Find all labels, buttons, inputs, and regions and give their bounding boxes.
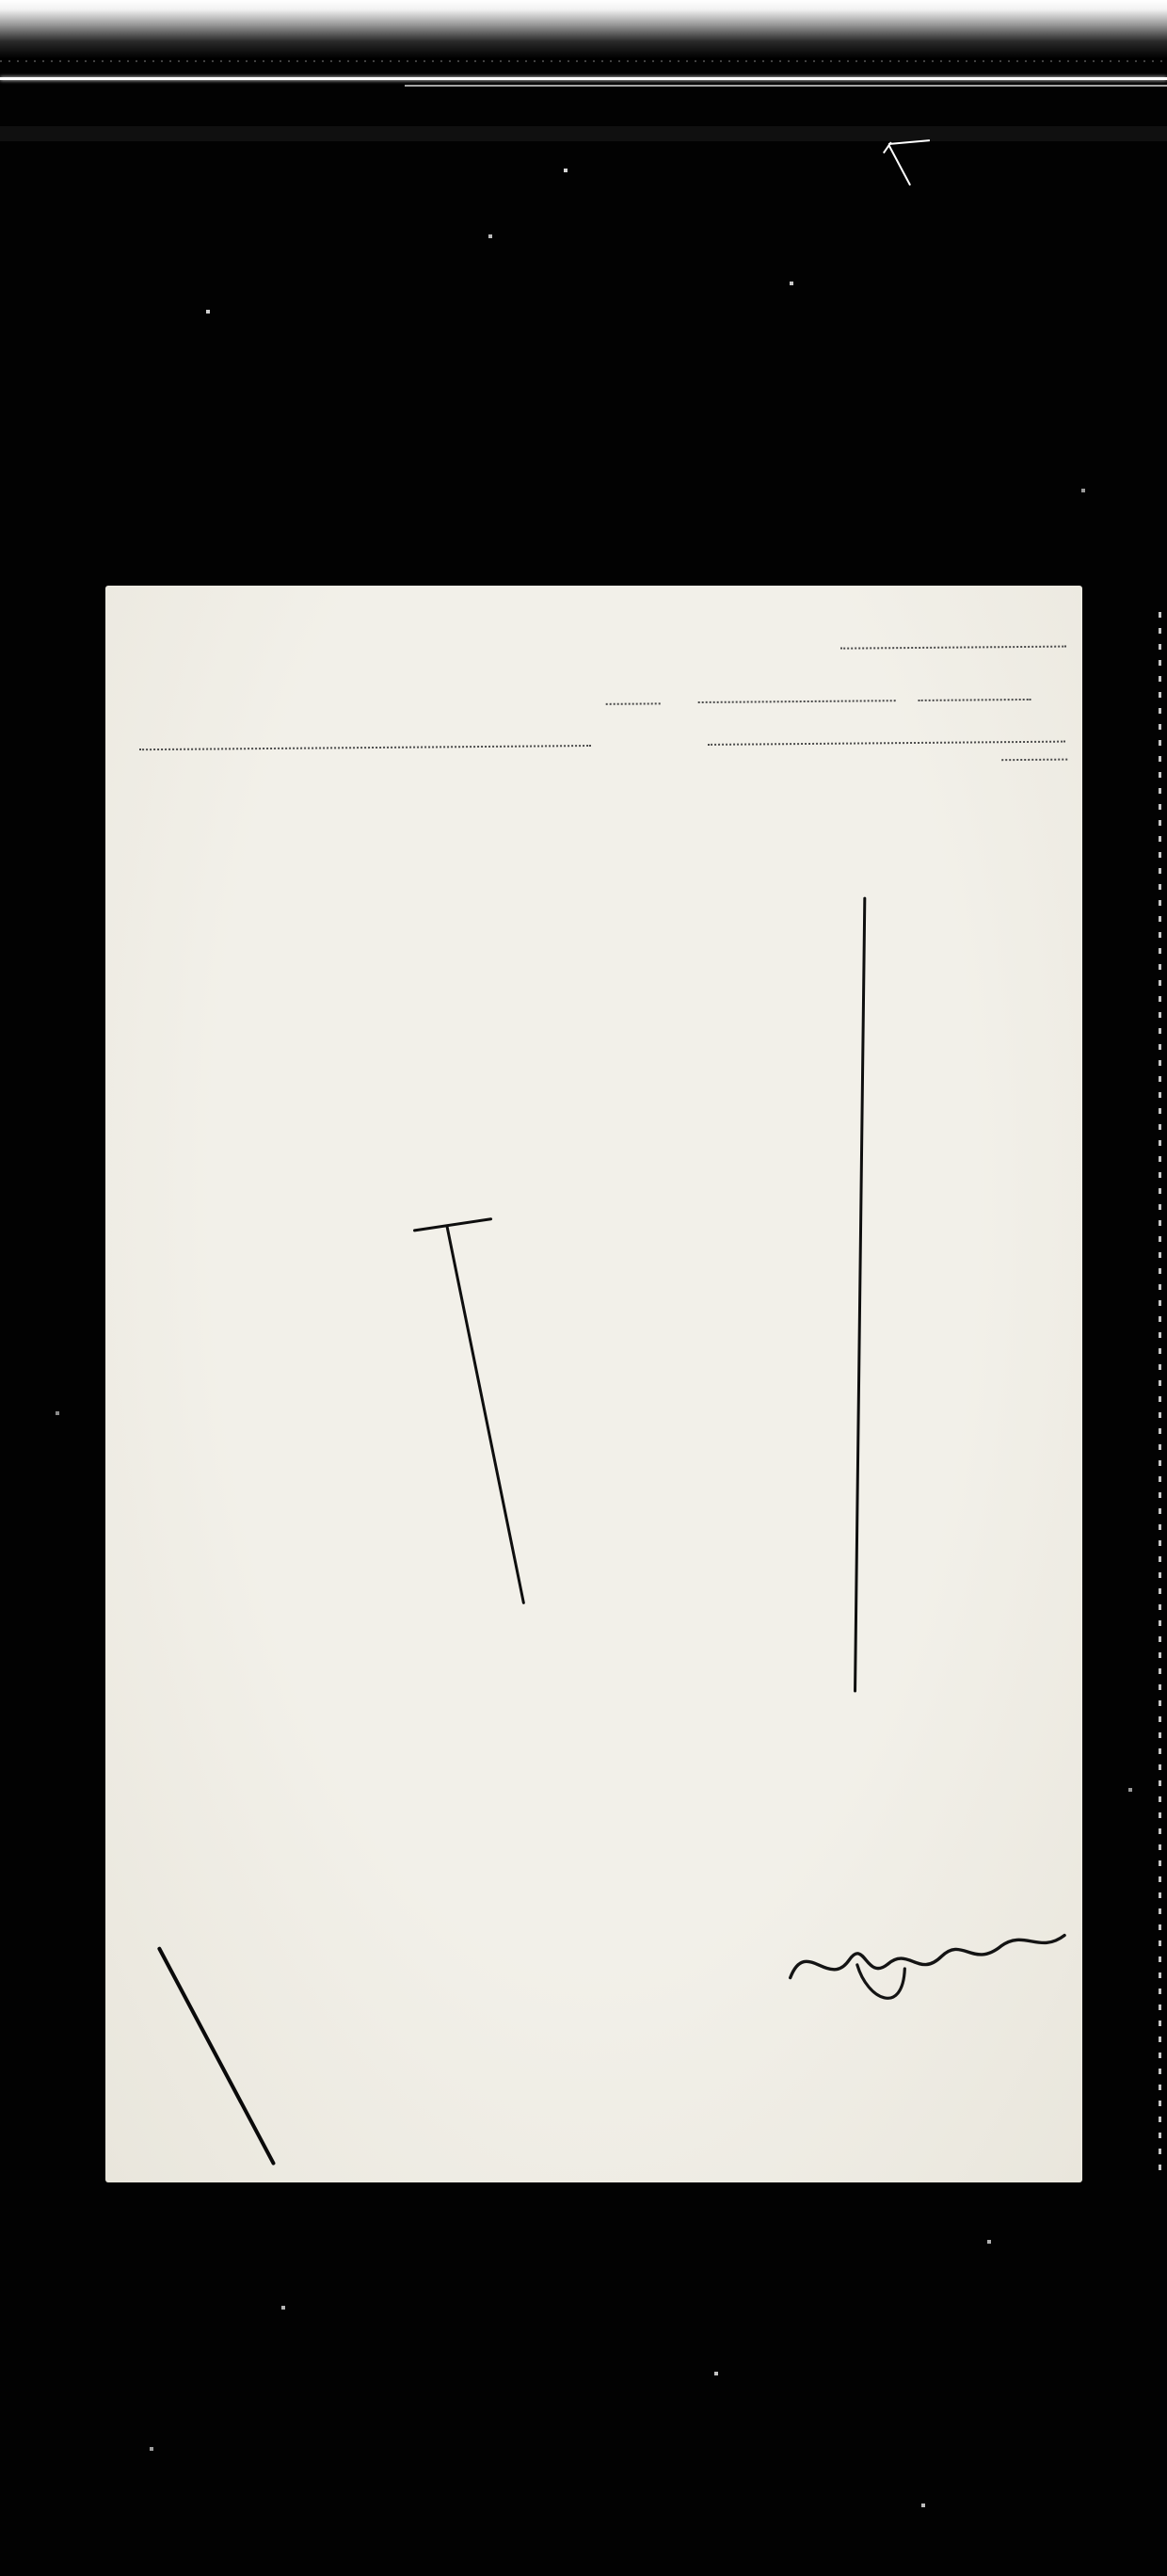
- bright-scan-line-2: [405, 85, 1167, 87]
- film-dust-speckles: [0, 0, 2, 2]
- bright-scan-line: [0, 77, 1167, 80]
- faint-film-band: [0, 126, 1167, 141]
- film-speck-band: [0, 60, 1167, 62]
- arrow-scratch-shaft: [887, 144, 911, 185]
- manifest-page: [105, 586, 1082, 2182]
- film-exposure-band: [0, 0, 1167, 60]
- film-edge-sprocket-marks: [1159, 612, 1161, 2175]
- inspector-signature: [783, 1908, 1076, 2004]
- manifest-document: [105, 586, 1082, 2182]
